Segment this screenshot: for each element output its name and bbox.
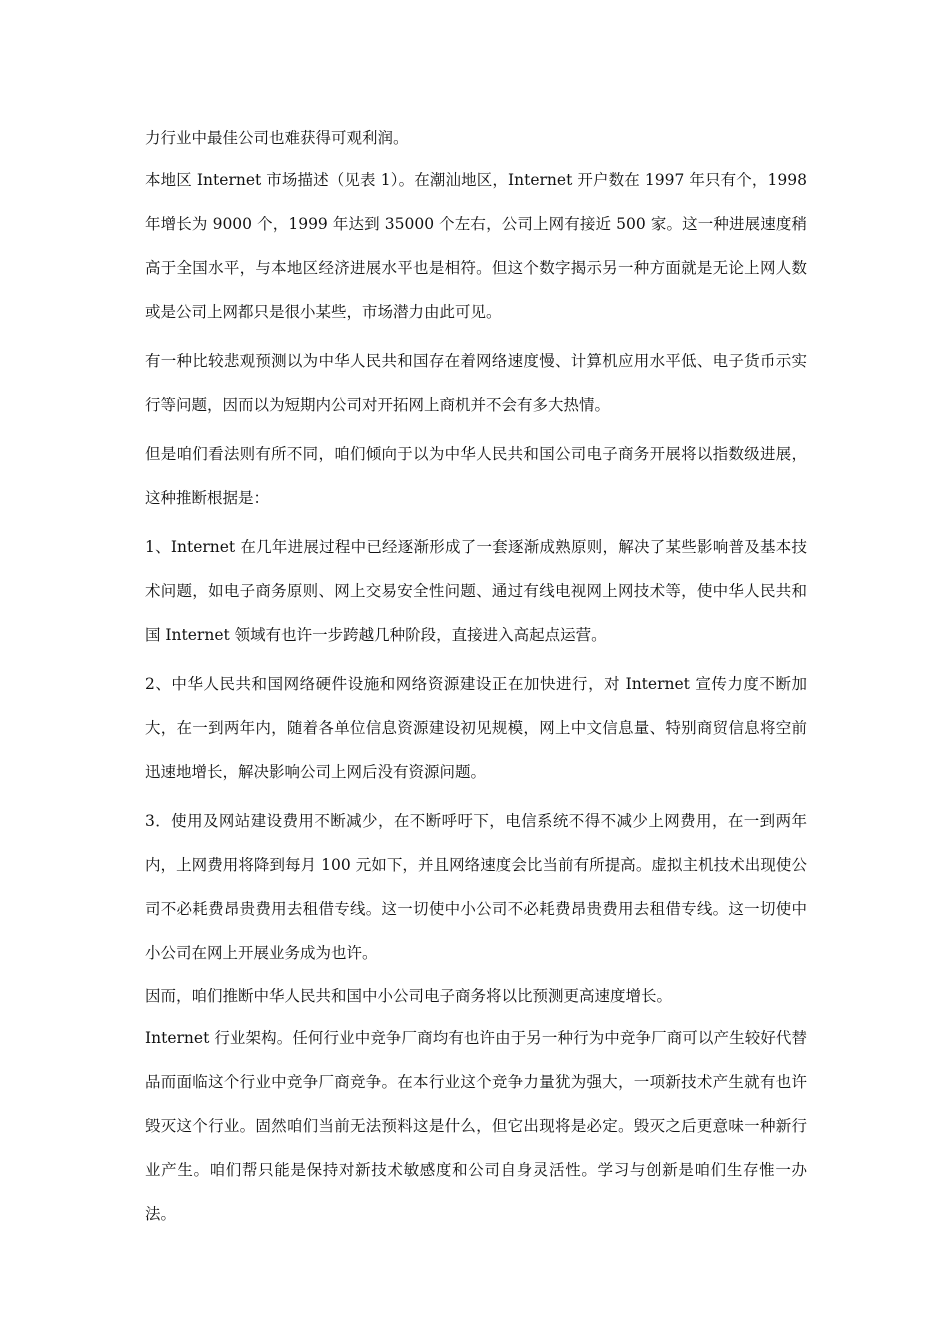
- paragraph-pessimistic-forecast: 有一种比较悲观预测以为中华人民共和国存在着网络速度慢、计算机应用水平低、电子货币示实行等问题，因而以为短期内公司对开拓网上商机并不会有多大热情。: [145, 352, 807, 414]
- paragraph-reason-3: 3．使用及网站建设费用不断减少，在不断呼吁下，电信系统不得不减少上网费用，在一到两年内，上网费用将降到每月 100 元如下，并且网络速度会比当前有所提高。虚拟主机技术出现使公司不必耗费昂贵费用去租借专线。这一切使中小公司不必耗费昂贵费用去租借专线。这一切使中小公司在网上开展业务成为也许。: [145, 812, 807, 962]
- paragraph-market-description: 本地区 Internet 市场描述（见表 1）。在潮汕地区，Internet 开户数在 1997 年只有个，1998 年增长为 9000 个，1999 年达到 35000 个左右，公司上网有接近 500 家。这一种进展速度稍高于全国水平，与本地区经济进展水平也是相符。但这个数字揭示另一种方面就是无论上网人数或是公司上网都只是很小某些，市场潜力由此可见。: [145, 171, 807, 321]
- paragraph-conclusion: 因而，咱们推断中华人民共和国中小公司电子商务将以比预测更高速度增长。: [145, 987, 673, 1005]
- paragraph-continuation: 力行业中最佳公司也难获得可观利润。: [145, 129, 409, 147]
- document-body: [145, 122, 807, 1241]
- paragraph-industry-structure: Internet 行业架构。任何行业中竞争厂商均有也许由于另一种行为中竞争厂商可以产生较好代替品而面临这个行业中竞争厂商竞争。在本行业这个竞争力量犹为强大，一项新技术产生就有也许毁灭这个行业。固然咱们当前无法预料这是什么，但它出现将是必定。毁灭之后更意味一种新行业产生。咱们帮只能是保持对新技术敏感度和公司自身灵活性。学习与创新是咱们生存惟一办法。: [145, 1029, 807, 1223]
- paragraph-reason-1: 1、Internet 在几年进展过程中已经逐渐形成了一套逐渐成熟原则，解决了某些影响普及基本技术问题，如电子商务原则、网上交易安全性问题、通过有线电视网上网技术等，使中华人民共和国 Internet 领域有也许一步跨越几种阶段，直接进入高起点运营。: [145, 538, 807, 644]
- paragraph-our-view: 但是咱们看法则有所不同，咱们倾向于以为中华人民共和国公司电子商务开展将以指数级进展，这种推断根据是：: [145, 445, 807, 507]
- paragraph-reason-2: 2、中华人民共和国网络硬件设施和网络资源建设正在加快进行，对 Internet 宣传力度不断加大，在一到两年内，随着各单位信息资源建设初见规模，网上中文信息量、特别商贸信息将空前迅速地增长，解决影响公司上网后没有资源问题。: [145, 675, 807, 781]
